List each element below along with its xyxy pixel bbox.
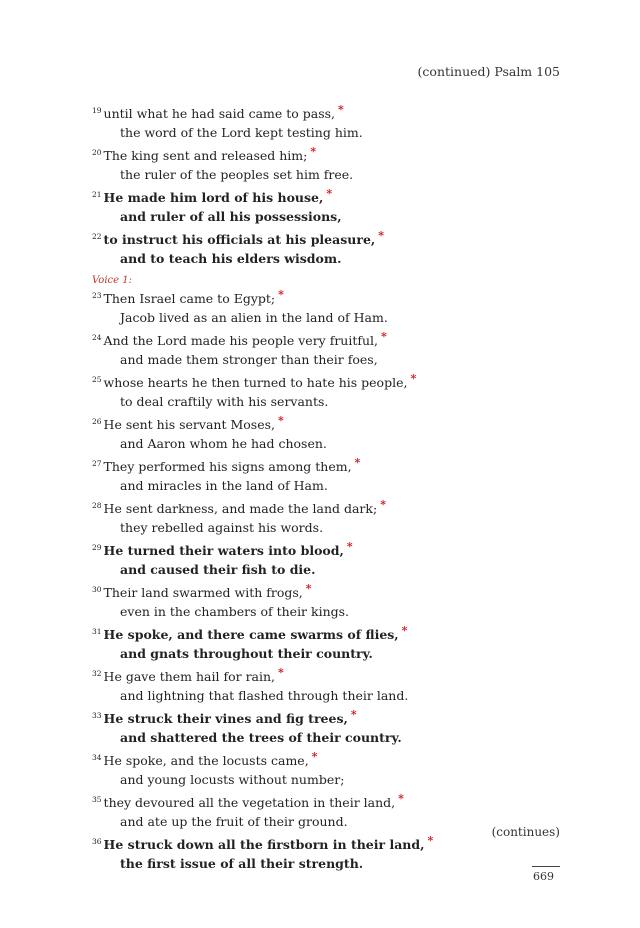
verse-line-second: to deal craftily with his servants.	[120, 394, 329, 409]
verse-line-first	[92, 415, 572, 434]
verse-20	[92, 146, 572, 184]
verse-number: 25	[92, 374, 102, 384]
verse-line-second: Jacob lived as an alien in the land of Ham.	[120, 310, 388, 325]
verse-31	[92, 625, 572, 663]
verse-line-first	[92, 373, 572, 392]
verse-line-second: and caused their fish to die.	[120, 562, 316, 577]
verse-text: He spoke, and the locusts came,	[103, 753, 309, 768]
verse-line-first	[92, 457, 572, 476]
verse-number: 35	[92, 794, 102, 804]
verse-number: 26	[92, 416, 102, 426]
asterisk-mark: *	[350, 707, 357, 721]
verse-line-first	[92, 751, 572, 770]
verse-line-first	[92, 793, 572, 812]
verse-22	[92, 230, 572, 268]
verse-text: He sent his servant Moses,	[103, 417, 275, 432]
verse-30	[92, 583, 572, 621]
verse-line-first	[92, 541, 572, 560]
verse-line-first	[92, 331, 572, 350]
asterisk-mark: *	[378, 228, 385, 242]
verse-24	[92, 331, 572, 369]
verse-line-first	[92, 667, 572, 686]
verse-line-second: even in the chambers of their kings.	[120, 604, 350, 619]
verse-text: They performed his signs among them,	[103, 459, 352, 474]
verse-19	[92, 104, 572, 142]
verse-line-second: they rebelled against his words.	[120, 520, 324, 535]
asterisk-mark: *	[346, 539, 353, 553]
verse-line-second: the ruler of the peoples set him free.	[120, 167, 354, 182]
verse-28	[92, 499, 572, 537]
verse-number: 20	[92, 147, 102, 157]
asterisk-mark: *	[398, 791, 404, 805]
asterisk-mark: *	[278, 413, 284, 427]
verse-line-first	[92, 625, 572, 644]
verse-number: 22	[92, 231, 102, 241]
verse-text: He spoke, and there came swarms of flies,	[103, 627, 399, 642]
verse-text: He sent darkness, and made the land dark;	[103, 501, 378, 516]
verse-text: The king sent and released him;	[103, 148, 308, 163]
asterisk-mark: *	[427, 833, 434, 847]
page-number: 669	[533, 870, 554, 883]
verse-33	[92, 709, 572, 747]
asterisk-mark: *	[311, 749, 318, 763]
verse-number: 21	[92, 189, 102, 199]
verse-line-first	[92, 188, 572, 207]
verse-line-first	[92, 289, 572, 308]
verse-26	[92, 415, 572, 453]
asterisk-mark: *	[278, 287, 284, 301]
verse-number: 23	[92, 290, 102, 300]
verse-21	[92, 188, 572, 226]
verse-text: whose hearts he then turned to hate his people,	[103, 375, 408, 390]
asterisk-mark: *	[380, 497, 386, 511]
continues-note: (continues)	[491, 825, 560, 839]
verse-line-second: and miracles in the land of Ham.	[120, 478, 328, 493]
running-header: (continued) Psalm 105	[417, 64, 560, 79]
psalm-verses	[92, 104, 572, 877]
verse-text: He made him lord of his house,	[103, 190, 324, 205]
verse-27	[92, 457, 572, 495]
verse-text: Their land swarmed with frogs,	[103, 585, 303, 600]
verse-line-second: and ate up the fruit of their ground.	[120, 814, 348, 829]
verse-line-first	[92, 104, 572, 123]
verse-number: 33	[92, 710, 102, 720]
verse-text: He struck their vines and fig trees,	[103, 711, 348, 726]
verse-29	[92, 541, 572, 579]
verse-number: 29	[92, 542, 102, 552]
verse-line-second: and gnats throughout their country.	[120, 646, 373, 661]
verse-23	[92, 289, 572, 327]
verse-line-second: and ruler of all his possessions,	[120, 209, 342, 224]
verse-line-second: and young locusts without number;	[120, 772, 345, 787]
asterisk-mark: *	[338, 102, 344, 116]
asterisk-mark: *	[305, 581, 312, 595]
verse-32	[92, 667, 572, 705]
verse-line-first	[92, 709, 572, 728]
verse-text: And the Lord made his people very fruitful,	[103, 333, 379, 348]
verse-line-second: and made them stronger than their foes,	[120, 352, 378, 367]
verse-25	[92, 373, 572, 411]
verse-number: 34	[92, 752, 102, 762]
asterisk-mark: *	[381, 329, 387, 343]
verse-text: Then Israel came to Egypt;	[103, 291, 276, 306]
verse-line-first	[92, 583, 572, 602]
verse-line-second: and shattered the trees of their country.	[120, 730, 402, 745]
verse-line-second: the word of the Lord kept testing him.	[120, 125, 363, 140]
verse-number: 32	[92, 668, 102, 678]
verse-text: He struck down all the firstborn in their land,	[103, 837, 425, 852]
verse-text: He gave them hail for rain,	[103, 669, 276, 684]
asterisk-mark: *	[410, 371, 417, 385]
verse-text: they devoured all the vegetation in their land,	[103, 795, 396, 810]
voice-label: Voice 1:	[92, 275, 132, 286]
verse-line-first	[92, 146, 572, 165]
verse-line-second: the first issue of all their strength.	[120, 856, 364, 871]
verse-34	[92, 751, 572, 789]
verse-number: 19	[92, 105, 102, 115]
verse-number: 28	[92, 500, 102, 510]
verse-line-first	[92, 230, 572, 249]
verse-text: until what he had said came to pass,	[103, 106, 336, 121]
asterisk-mark: *	[310, 144, 317, 158]
verse-number: 30	[92, 584, 102, 594]
verse-line-second: and Aaron whom he had chosen.	[120, 436, 327, 451]
verse-line-second: and lightning that flashed through their land.	[120, 688, 409, 703]
verse-number: 27	[92, 458, 102, 468]
verse-36	[92, 835, 572, 873]
verse-number: 24	[92, 332, 102, 342]
verse-number: 36	[92, 836, 102, 846]
asterisk-mark: *	[326, 186, 333, 200]
asterisk-mark: *	[354, 455, 361, 469]
asterisk-mark: *	[401, 623, 408, 637]
verse-text: to instruct his officials at his pleasure,	[103, 232, 376, 247]
verse-line-second: and to teach his elders wisdom.	[120, 251, 342, 266]
footer-rule	[532, 866, 560, 867]
verse-text: He turned their waters into blood,	[103, 543, 344, 558]
asterisk-mark: *	[278, 665, 284, 679]
verse-number: 31	[92, 626, 102, 636]
verse-line-first	[92, 499, 572, 518]
